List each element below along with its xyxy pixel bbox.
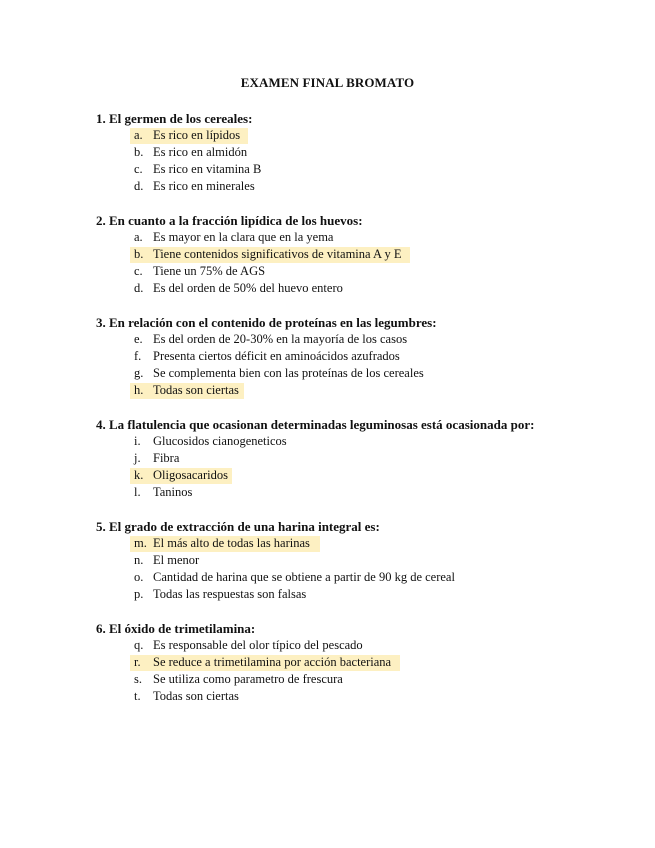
option-text: Se complementa bien con las proteínas de los cereales <box>153 366 424 380</box>
option-t <box>96 688 596 705</box>
option-letter: p. <box>134 587 144 601</box>
option-text: Presenta ciertos déficit en aminoácidos azufrados <box>153 349 400 363</box>
option-a <box>96 229 596 246</box>
option-q <box>96 637 596 654</box>
option-letter: c. <box>134 264 143 278</box>
option-text: Oligosacaridos <box>153 468 228 482</box>
option-text: Es del orden de 50% del huevo entero <box>153 281 343 295</box>
option-letter: b. <box>134 247 144 261</box>
option-text: El menor <box>153 553 200 567</box>
option-d <box>96 280 596 297</box>
option-letter: r. <box>134 655 141 669</box>
option-m <box>96 535 596 552</box>
option-a <box>96 127 596 144</box>
option-letter: m. <box>134 536 147 550</box>
option-p <box>96 586 596 603</box>
option-text: Cantidad de harina que se obtiene a partir de 90 kg de cereal <box>153 570 455 584</box>
option-l <box>96 484 596 501</box>
option-letter: l. <box>134 485 141 499</box>
question-text: 3. En relación con el contenido de proteínas en las legumbres: <box>96 315 437 330</box>
option-c <box>96 263 596 280</box>
option-h <box>96 382 596 399</box>
option-text: Se utiliza como parametro de frescura <box>153 672 343 686</box>
option-letter: j. <box>134 451 141 465</box>
option-letter: f. <box>134 349 142 363</box>
option-letter: e. <box>134 332 143 346</box>
option-f <box>96 348 596 365</box>
option-text: Tiene contenidos significativos de vitamina A y E <box>153 247 402 261</box>
option-letter: q. <box>134 638 144 652</box>
option-text: El más alto de todas las harinas <box>153 536 310 550</box>
option-letter: t. <box>134 689 141 703</box>
option-text: Es rico en almidón <box>153 145 248 159</box>
option-text: Es mayor en la clara que en la yema <box>153 230 334 244</box>
option-letter: s. <box>134 672 142 686</box>
option-c <box>96 161 596 178</box>
question-text: 4. La flatulencia que ocasionan determinadas leguminosas está ocasionada por: <box>96 417 535 432</box>
option-letter: h. <box>134 383 144 397</box>
option-g <box>96 365 596 382</box>
question-5 <box>96 518 596 603</box>
question-4 <box>96 416 596 501</box>
option-text: Glucosidos cianogeneticos <box>153 434 287 448</box>
option-e <box>96 331 596 348</box>
option-text: Taninos <box>153 485 193 499</box>
option-letter: n. <box>134 553 144 567</box>
option-text: Se reduce a trimetilamina por acción bacteriana <box>153 655 392 669</box>
option-text: Es rico en lípidos <box>153 128 241 142</box>
option-letter: c. <box>134 162 143 176</box>
option-text: Es rico en vitamina B <box>153 162 262 176</box>
question-6 <box>96 620 596 705</box>
question-3 <box>96 314 596 399</box>
page-title: EXAMEN FINAL BROMATO <box>240 75 415 90</box>
option-d <box>96 178 596 195</box>
option-text: Todas son ciertas <box>153 689 239 703</box>
option-letter: g. <box>134 366 144 380</box>
question-1 <box>96 110 596 195</box>
option-b <box>96 246 596 263</box>
option-s <box>96 671 596 688</box>
option-text: Es del orden de 20-30% en la mayoría de los casos <box>153 332 408 346</box>
option-letter: b. <box>134 145 144 159</box>
option-letter: a. <box>134 128 143 142</box>
option-text: Es responsable del olor típico del pescado <box>153 638 363 652</box>
option-text: Es rico en minerales <box>153 179 255 193</box>
question-text: 5. El grado de extracción de una harina integral es: <box>96 519 380 534</box>
option-letter: o. <box>134 570 144 584</box>
option-text: Todas las respuestas son falsas <box>153 587 307 601</box>
option-n <box>96 552 596 569</box>
option-letter: d. <box>134 281 144 295</box>
option-letter: d. <box>134 179 144 193</box>
question-text: 1. El germen de los cereales: <box>96 111 253 126</box>
question-2 <box>96 212 596 297</box>
option-letter: i. <box>134 434 141 448</box>
question-text: 2. En cuanto a la fracción lipídica de los huevos: <box>96 213 363 228</box>
option-text: Tiene un 75% de AGS <box>153 264 266 278</box>
option-text: Fibra <box>153 451 180 465</box>
option-b <box>96 144 596 161</box>
option-letter: k. <box>134 468 144 482</box>
option-i <box>96 433 596 450</box>
option-k <box>96 467 596 484</box>
option-r <box>96 654 596 671</box>
option-text: Todas son ciertas <box>153 383 239 397</box>
question-text: 6. El óxido de trimetilamina: <box>96 621 256 636</box>
option-j <box>96 450 596 467</box>
option-o <box>96 569 596 586</box>
option-letter: a. <box>134 230 143 244</box>
